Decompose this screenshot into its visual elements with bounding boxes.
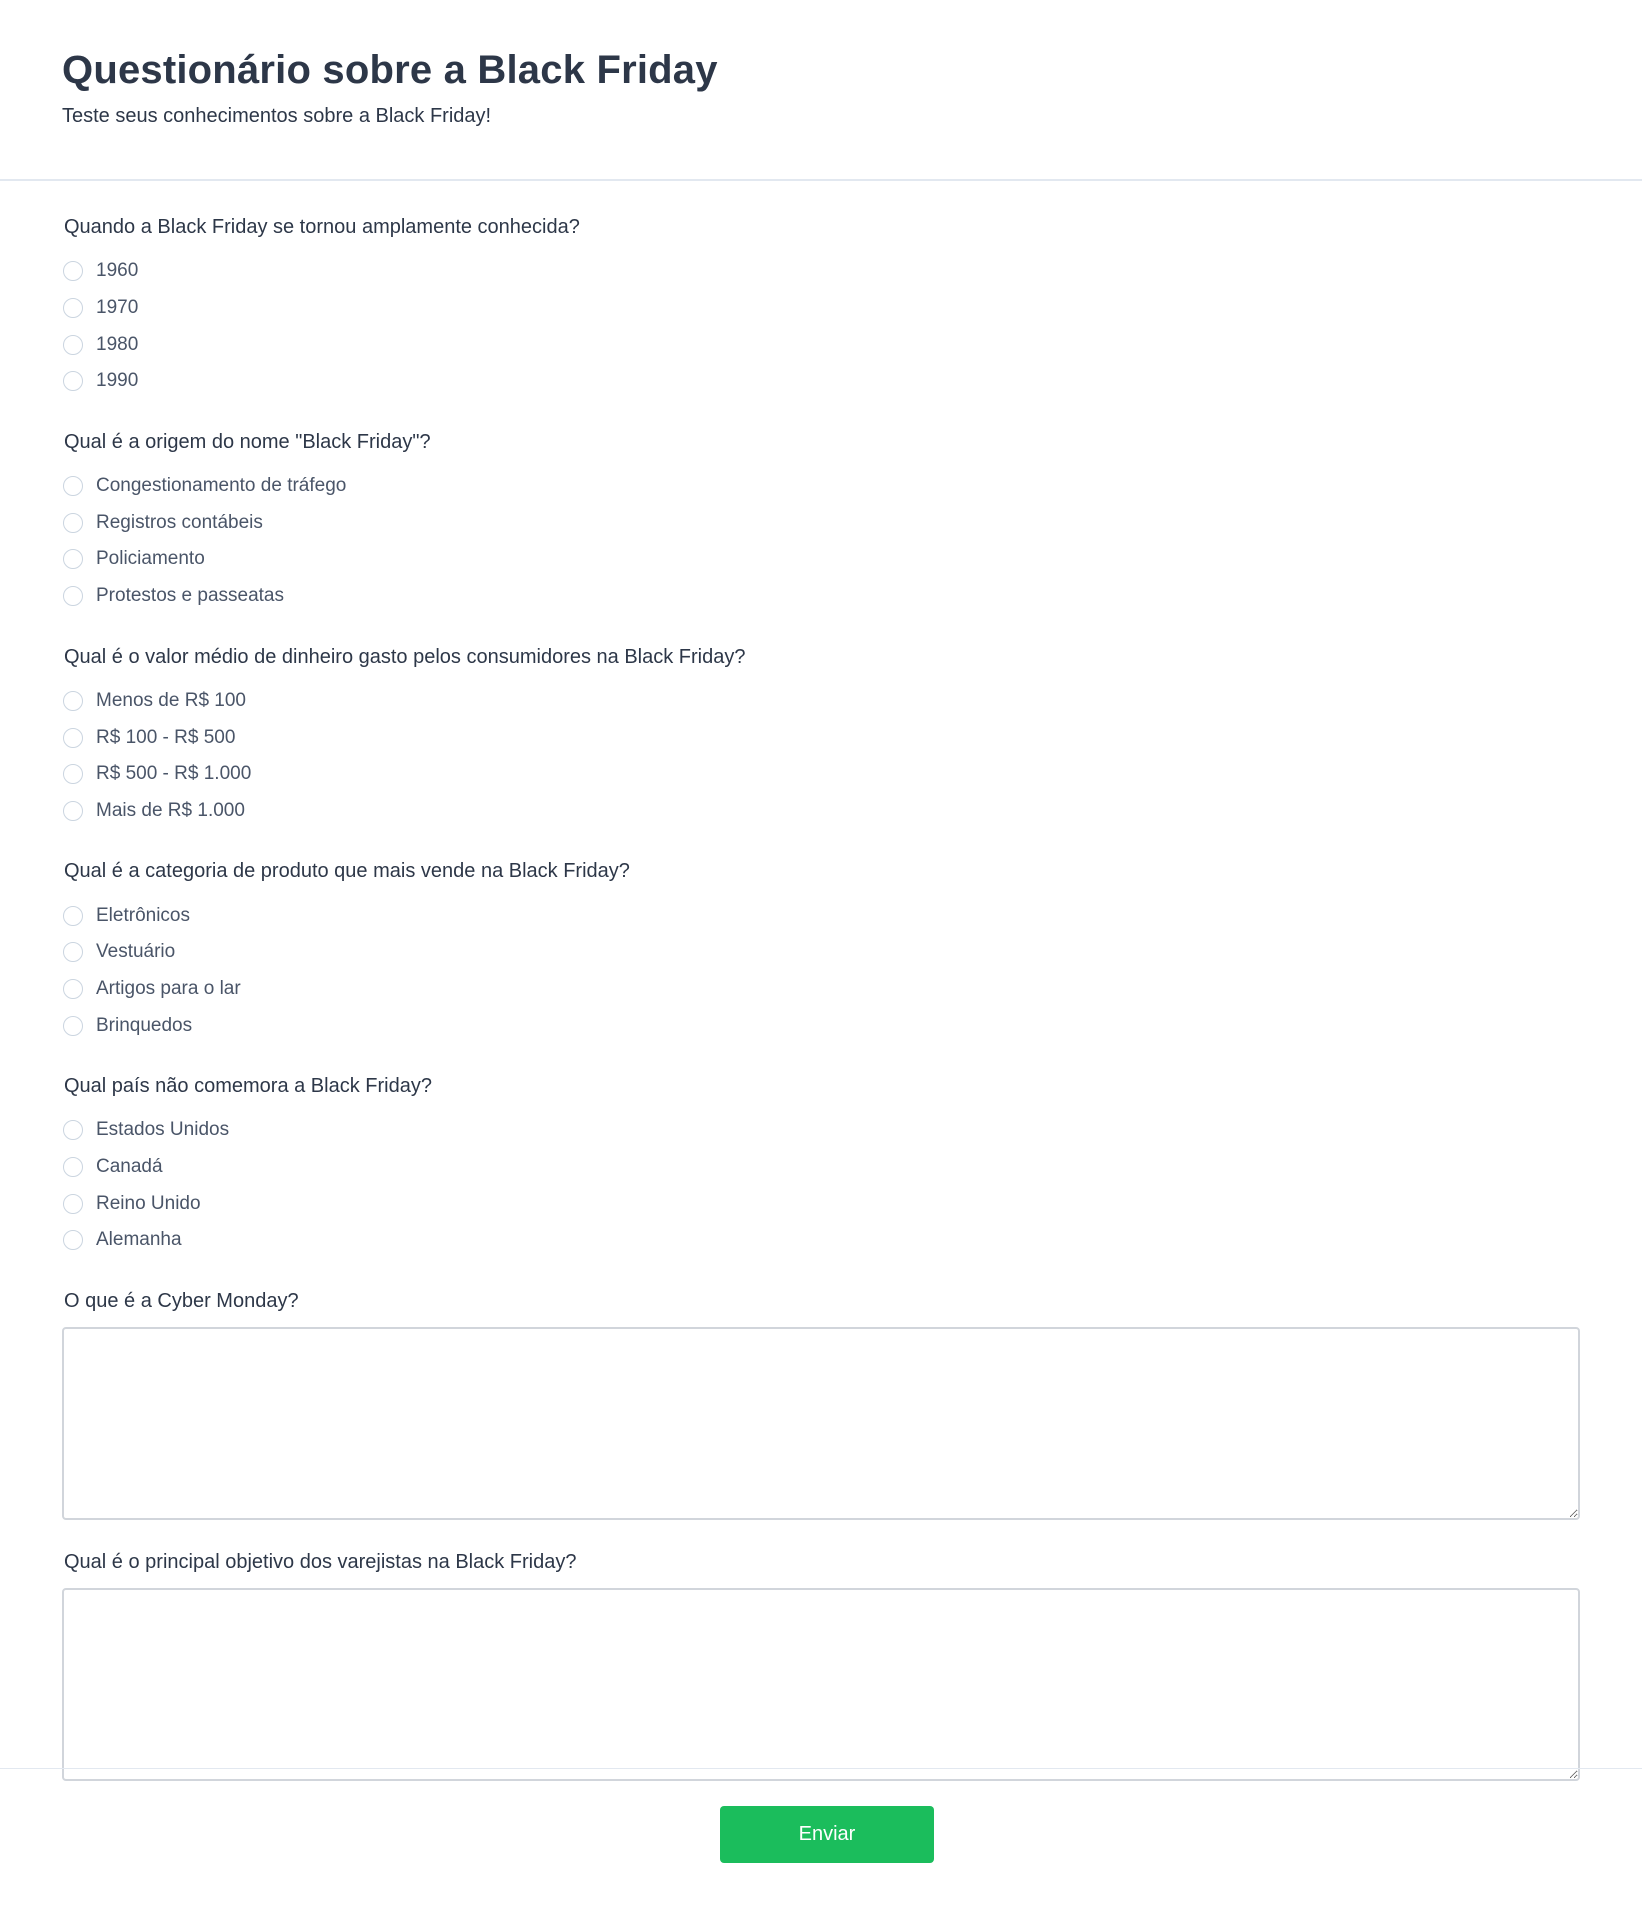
radio-option-label[interactable]: Policiamento <box>96 548 205 570</box>
radio-button[interactable] <box>63 298 83 318</box>
radio-option-label[interactable]: Estados Unidos <box>96 1119 230 1141</box>
question-label: Qual é o principal objetivo dos varejistas na Black Friday? <box>64 1550 577 1573</box>
radio-option-label[interactable]: 1980 <box>96 333 139 355</box>
radio-button[interactable] <box>63 942 83 962</box>
form-header <box>0 0 1642 181</box>
radio-button[interactable] <box>63 764 83 784</box>
radio-option[interactable] <box>64 971 1642 1008</box>
radio-button[interactable] <box>63 1230 83 1250</box>
question-label: Qual é a categoria de produto que mais vende na Black Friday? <box>64 860 630 883</box>
submit-button[interactable]: Enviar <box>720 1806 934 1863</box>
radio-button[interactable] <box>63 1120 83 1140</box>
cyber-monday-answer-textarea[interactable] <box>62 1327 1580 1520</box>
radio-button[interactable] <box>63 513 83 533</box>
retailers-goal-answer-textarea[interactable] <box>62 1588 1580 1781</box>
question-7 <box>64 1548 1642 1781</box>
radio-option[interactable] <box>64 253 1642 290</box>
radio-option-label[interactable]: 1970 <box>96 297 139 319</box>
question-label: Quando a Black Friday se tornou amplamente conhecida? <box>64 216 580 238</box>
form-body <box>0 183 1642 1807</box>
radio-button[interactable] <box>63 801 83 821</box>
question-label: O que é a Cyber Monday? <box>64 1289 299 1312</box>
radio-button[interactable] <box>63 1016 83 1036</box>
radio-option[interactable] <box>64 897 1642 934</box>
radio-button[interactable] <box>63 586 83 606</box>
radio-option[interactable] <box>64 578 1642 615</box>
radio-option-label[interactable]: Menos de R$ 100 <box>96 689 246 711</box>
radio-option[interactable] <box>64 541 1642 578</box>
radio-option-label[interactable]: Alemanha <box>96 1229 182 1251</box>
radio-option-label[interactable]: Registros contábeis <box>96 511 263 533</box>
radio-option-label[interactable]: Canadá <box>96 1156 163 1178</box>
page-subtitle: Teste seus conhecimentos sobre a Black Friday! <box>62 105 492 127</box>
radio-button[interactable] <box>63 335 83 355</box>
radio-button[interactable] <box>63 476 83 496</box>
radio-button[interactable] <box>63 728 83 748</box>
radio-button[interactable] <box>63 1157 83 1177</box>
radio-option-label[interactable]: Reino Unido <box>96 1192 201 1214</box>
radio-option[interactable] <box>64 719 1642 756</box>
question-label: Qual é a origem do nome "Black Friday"? <box>64 430 431 453</box>
radio-option-label[interactable]: R$ 100 - R$ 500 <box>96 726 236 748</box>
radio-option[interactable] <box>64 683 1642 720</box>
radio-option[interactable] <box>64 1222 1642 1259</box>
radio-option[interactable] <box>64 934 1642 971</box>
radio-option[interactable] <box>64 1149 1642 1186</box>
radio-option[interactable] <box>64 468 1642 505</box>
question-3 <box>64 643 1642 830</box>
radio-option-label[interactable]: Artigos para o lar <box>96 977 241 999</box>
radio-option-label[interactable]: Eletrônicos <box>96 904 190 926</box>
radio-button[interactable] <box>63 1194 83 1214</box>
radio-option[interactable] <box>64 1185 1642 1222</box>
radio-option-label[interactable]: 1990 <box>96 370 139 392</box>
radio-option-label[interactable]: Mais de R$ 1.000 <box>96 799 245 821</box>
radio-option-label[interactable]: 1960 <box>96 260 139 282</box>
question-label: Qual é o valor médio de dinheiro gasto pelos consumidores na Black Friday? <box>64 645 746 668</box>
answer-textarea-container <box>62 1327 1580 1520</box>
radio-option[interactable] <box>64 326 1642 363</box>
radio-option-label[interactable]: Congestionamento de tráfego <box>96 475 347 497</box>
radio-option[interactable] <box>64 793 1642 830</box>
page-title: Questionário sobre a Black Friday <box>62 48 718 92</box>
radio-button[interactable] <box>63 906 83 926</box>
radio-option-label[interactable]: R$ 500 - R$ 1.000 <box>96 763 252 785</box>
radio-option[interactable] <box>64 756 1642 793</box>
radio-button[interactable] <box>63 371 83 391</box>
radio-option[interactable] <box>64 504 1642 541</box>
radio-option[interactable] <box>64 1007 1642 1044</box>
radio-button[interactable] <box>63 979 83 999</box>
question-5 <box>64 1072 1642 1259</box>
question-label: Qual país não comemora a Black Friday? <box>64 1075 432 1097</box>
radio-option-label[interactable]: Vestuário <box>96 941 176 963</box>
form-footer <box>0 1768 1642 1910</box>
question-2 <box>64 428 1642 615</box>
radio-option-label[interactable]: Protestos e passeatas <box>96 585 284 607</box>
question-1 <box>64 213 1642 400</box>
question-4 <box>64 857 1642 1044</box>
radio-button[interactable] <box>63 261 83 281</box>
radio-button[interactable] <box>63 549 83 569</box>
radio-option[interactable] <box>64 363 1642 400</box>
radio-option[interactable] <box>64 290 1642 327</box>
radio-button[interactable] <box>63 691 83 711</box>
answer-textarea-container <box>62 1588 1580 1781</box>
radio-option-label[interactable]: Brinquedos <box>96 1014 193 1036</box>
radio-option[interactable] <box>64 1112 1642 1149</box>
question-6 <box>64 1287 1642 1520</box>
